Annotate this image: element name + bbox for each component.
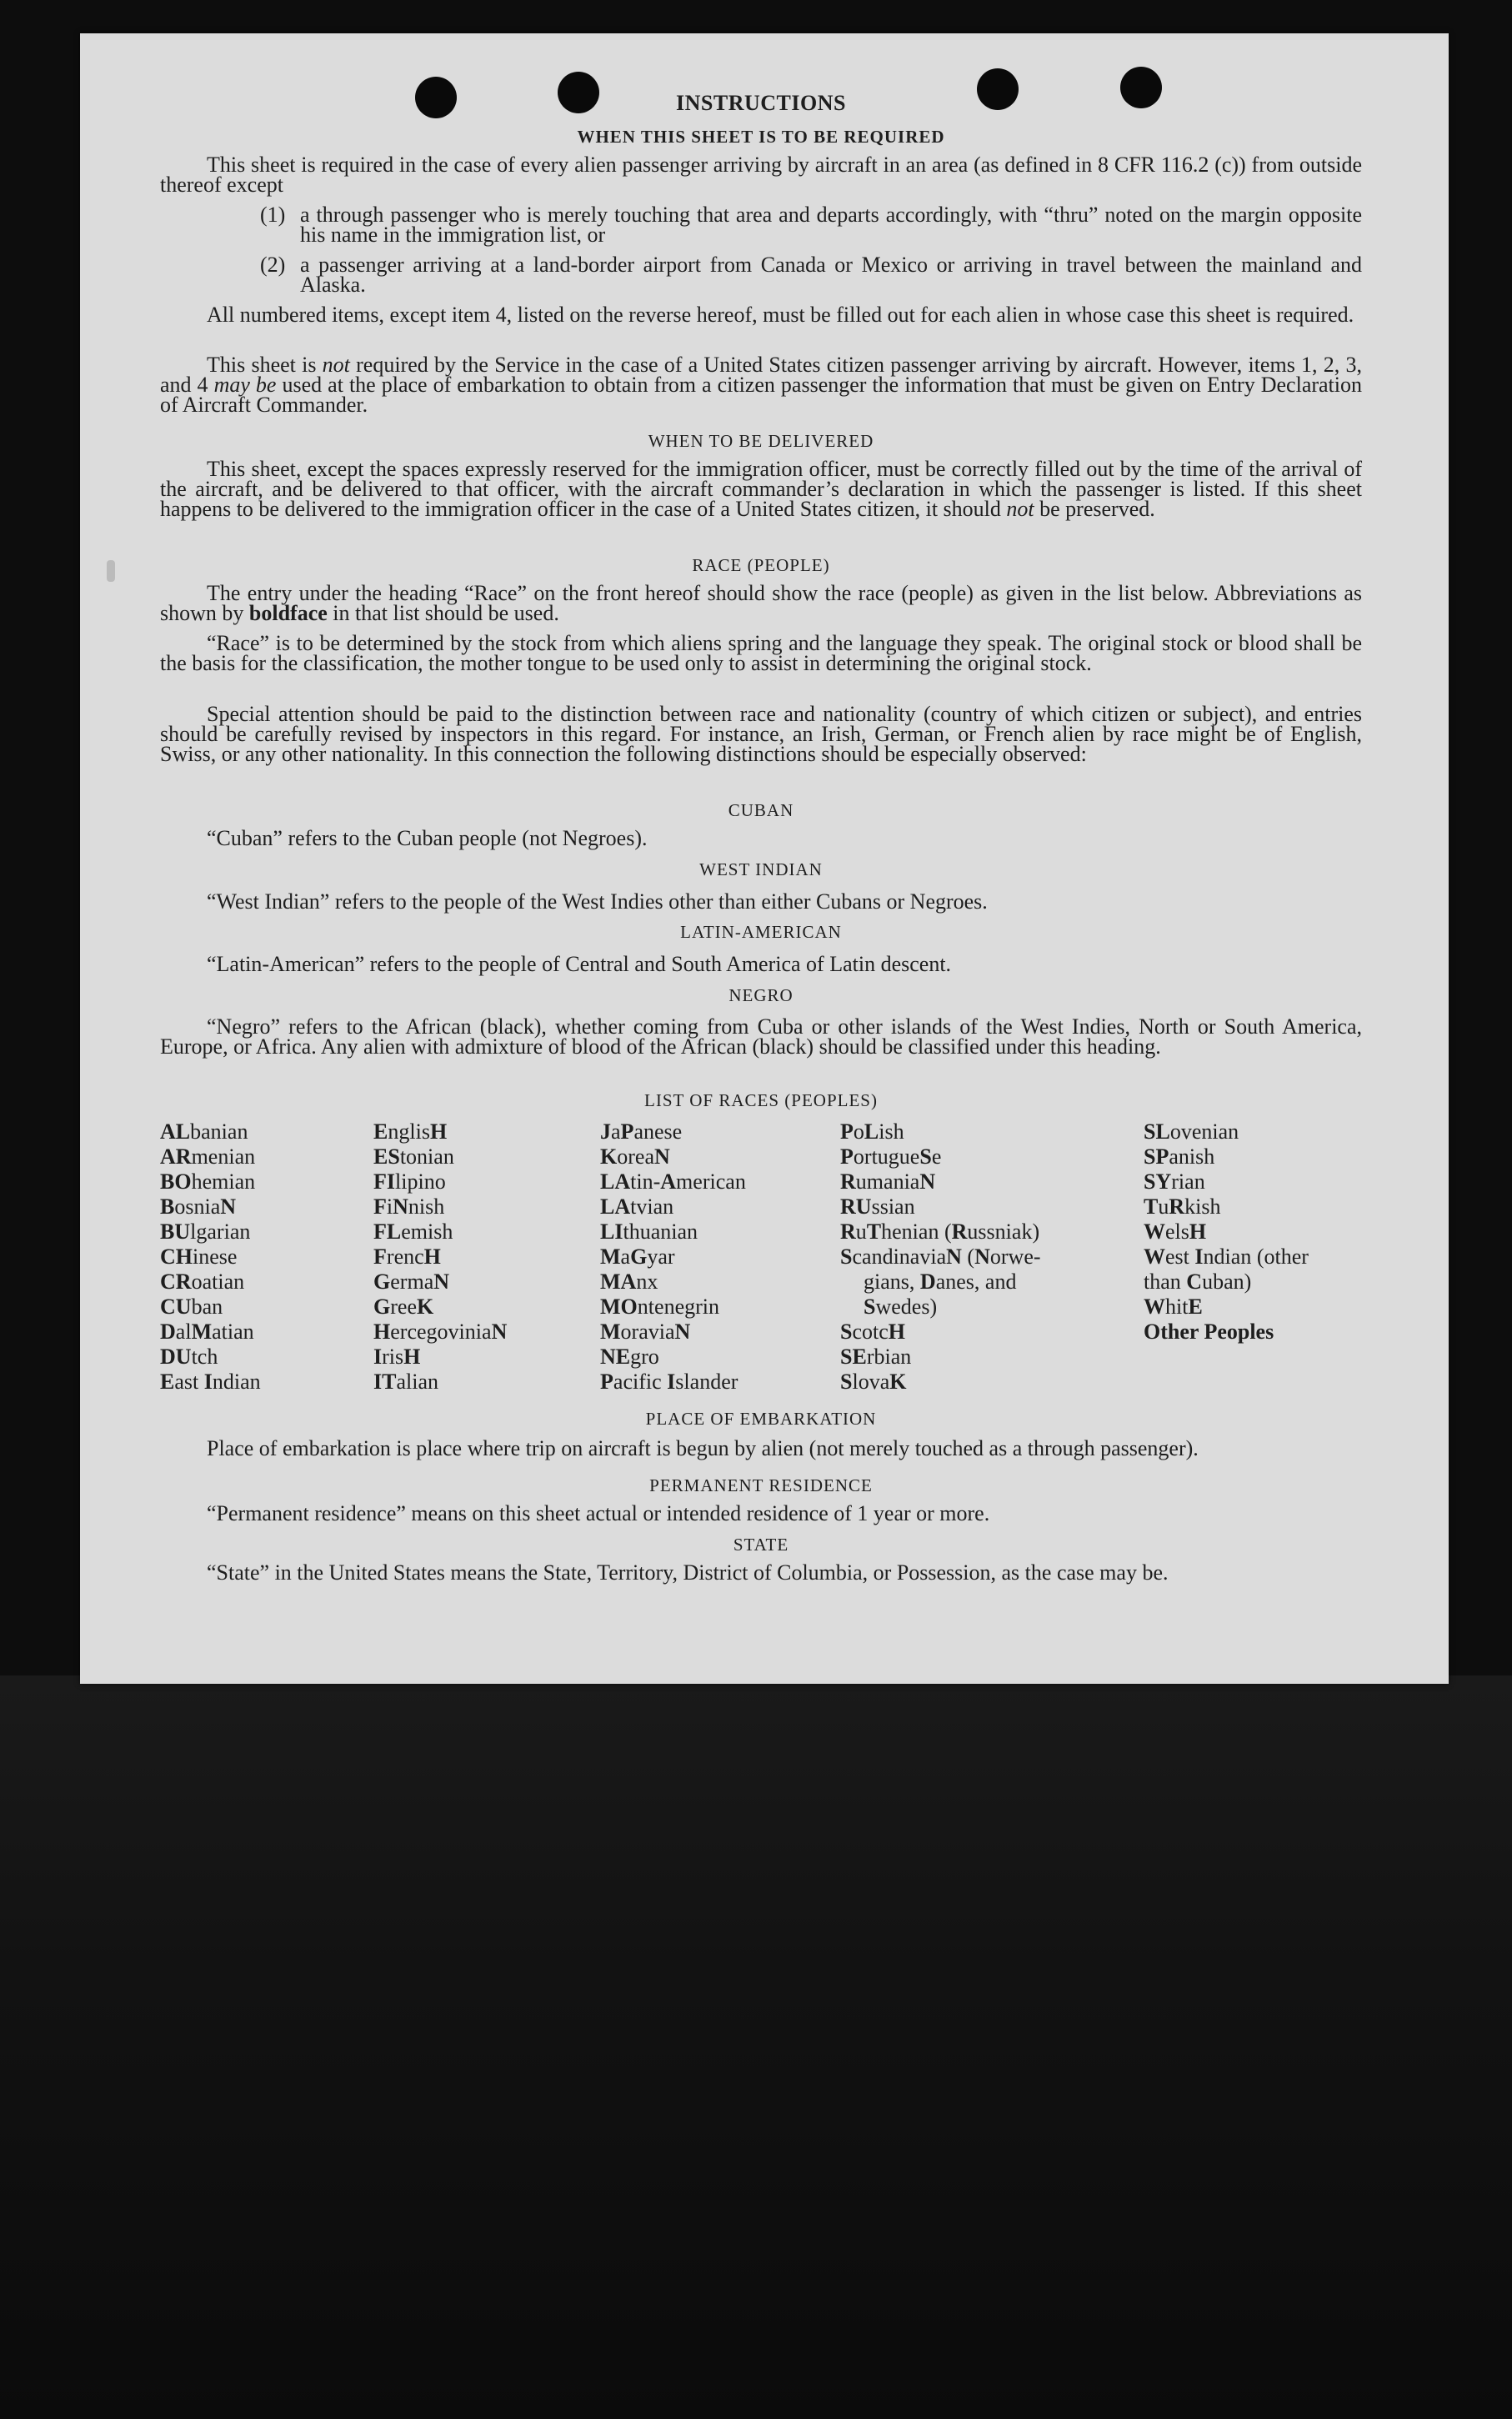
- race-entry: Other Peoples: [1144, 1320, 1274, 1344]
- paragraph-delivered: This sheet, except the spaces expressly reserved for the immigration officer, must be correctly filled out by the time of the arrival of the aircraft, and be delivered to that officer, with the aircraft commander’s declaration in which the passenger is listed. If this sheet happens to be delivered to the immigration officer in the case of a United States citizen, it should not be preserved.: [160, 457, 1362, 521]
- race-entry: LIthuanian: [600, 1220, 698, 1244]
- race-entry: CUban: [160, 1295, 223, 1319]
- text-west-indian: “West Indian” refers to the people of the West Indies other than either Cubans or Negroes.: [207, 889, 988, 914]
- race-entry: NEgro: [600, 1345, 659, 1369]
- heading-when-delivered: WHEN TO BE DELIVERED: [648, 431, 874, 451]
- text-negro: “Negro” refers to the African (black), whether coming from Cuba or other islands of the West Indies, North or South America, Europe, or Africa. Any alien with admixture of blood of the African (black) should be classified under this heading.: [160, 1014, 1362, 1059]
- race-entry: EnglisH: [373, 1119, 448, 1144]
- race-entry: SlovaK: [840, 1370, 907, 1394]
- race-entry: CHinese: [160, 1245, 238, 1269]
- race-entry: FLemish: [373, 1220, 453, 1244]
- item-number: (1): [260, 203, 286, 227]
- paragraph-numbered-items: All numbered items, except item 4, listed on the reverse hereof, must be filled out for each alien in whose case this sheet is required.: [207, 303, 1354, 327]
- race-entry: FrencH: [373, 1245, 441, 1269]
- race-entry: SErbian: [840, 1345, 912, 1369]
- race-entry: GreeK: [373, 1295, 434, 1319]
- margin-mark: [107, 560, 115, 582]
- heading-cuban: CUBAN: [728, 800, 794, 820]
- race-entry: TuRkish: [1144, 1194, 1221, 1219]
- heading-place-of-embarkation: PLACE OF EMBARKATION: [645, 1409, 877, 1429]
- item-text: a passenger arriving at a land-border airport from Canada or Mexico or arriving in travel between the mainland and Alaska.: [300, 253, 1362, 297]
- races-column-4: [840, 1119, 1041, 1395]
- heading-negro: NEGRO: [728, 985, 794, 1005]
- race-entry: ScotcH: [840, 1320, 906, 1344]
- race-entry: PoLish: [840, 1119, 904, 1144]
- heading-race: RACE (PEOPLE): [692, 555, 830, 575]
- race-entry: ARmenian: [160, 1144, 256, 1169]
- text-cuban: “Cuban” refers to the Cuban people (not Negroes).: [207, 826, 648, 850]
- race-entry: ScandinaviaN (Norwe-: [840, 1245, 1041, 1269]
- heading-when-required: WHEN THIS SHEET IS TO BE REQUIRED: [577, 127, 945, 147]
- race-entry: Pacific Islander: [600, 1370, 738, 1394]
- race-entry: MaGyar: [600, 1245, 675, 1269]
- race-entry: JaPanese: [600, 1119, 683, 1144]
- race-entry: DalMatian: [160, 1320, 254, 1344]
- race-entry: EStonian: [373, 1144, 454, 1169]
- race-entry: LAtin-American: [600, 1169, 746, 1194]
- race-entry: IrisH: [373, 1345, 421, 1369]
- race-entry: SYrian: [1144, 1169, 1205, 1194]
- race-entry: MAnx: [600, 1270, 658, 1294]
- race-entry: BUlgarian: [160, 1220, 251, 1244]
- race-entry: ALbanian: [160, 1119, 248, 1144]
- race-entry: RuThenian (Russniak): [840, 1220, 1040, 1244]
- text-embarkation: Place of embarkation is place where trip on aircraft is begun by alien (not merely touched as a through passenger).: [207, 1436, 1199, 1460]
- races-column-1: [160, 1119, 261, 1395]
- race-entry: LAtvian: [600, 1194, 674, 1219]
- race-entry: BOhemian: [160, 1169, 256, 1194]
- paragraph-race-entry: The entry under the heading “Race” on the front hereof should show the race (people) as given in the list below. Abbreviations as shown by boldface in that list should be used.: [160, 581, 1362, 625]
- heading-state: STATE: [733, 1535, 789, 1555]
- document-title: INSTRUCTIONS: [676, 91, 846, 115]
- scan-background: [0, 1675, 1512, 2419]
- races-column-5: [1144, 1119, 1309, 1345]
- race-entry: WelsH: [1144, 1220, 1207, 1244]
- race-entry: SPanish: [1144, 1144, 1215, 1169]
- paragraph-race-stock: “Race” is to be determined by the stock from which aliens spring and the language they speak. The original stock or blood shall be the basis for the classification, the mother tongue to be used only to assist in determining the original stock.: [160, 631, 1362, 675]
- race-entry: PortugueSe: [840, 1144, 942, 1169]
- race-entry: ITalian: [373, 1370, 439, 1394]
- paragraph-citizen: This sheet is not required by the Service in the case of a United States citizen passenger arriving by aircraft. However, items 1, 2, 3, and 4 may be used at the place of embarkation to obtain from a citizen passenger the information that must be given on Entry Declaration of Aircraft Commander.: [160, 353, 1362, 417]
- race-entry: RumaniaN: [840, 1169, 936, 1194]
- race-entry: WhitE: [1144, 1295, 1203, 1319]
- race-entry: SLovenian: [1144, 1119, 1239, 1144]
- race-entry: gians, Danes, and: [864, 1270, 1017, 1294]
- text-latin-american: “Latin-American” refers to the people of Central and South America of Latin descent.: [207, 952, 952, 976]
- text-residence: “Permanent residence” means on this sheet actual or intended residence of 1 year or more.: [207, 1501, 990, 1525]
- race-entry: MOntenegrin: [600, 1295, 720, 1319]
- list-item: [160, 255, 1362, 295]
- paragraph-required: This sheet is required in the case of every alien passenger arriving by aircraft in an area (as defined in 8 CFR 116.2 (c)) from outside thereof except: [160, 153, 1362, 197]
- race-entry: FIlipino: [373, 1169, 446, 1194]
- item-number: (2): [260, 253, 286, 277]
- race-entry: DUtch: [160, 1345, 218, 1369]
- document-page: [80, 33, 1449, 1684]
- text-state: “State” in the United States means the State, Territory, District of Columbia, or Possession, as the case may be.: [207, 1560, 1169, 1585]
- heading-permanent-residence: PERMANENT RESIDENCE: [649, 1475, 873, 1495]
- race-entry: Swedes): [864, 1295, 938, 1319]
- race-entry: RUssian: [840, 1194, 915, 1219]
- race-entry: BosniaN: [160, 1194, 237, 1219]
- race-entry: West Indian (other: [1144, 1245, 1309, 1269]
- race-entry: FiNnish: [373, 1194, 445, 1219]
- race-entry: than Cuban): [1144, 1270, 1252, 1294]
- races-column-3: [600, 1119, 746, 1395]
- race-entry: GermaN: [373, 1270, 450, 1294]
- race-entry: KoreaN: [600, 1144, 670, 1169]
- paragraph-race-nationality: Special attention should be paid to the distinction between race and nationality (country of which citizen or subject), and entries should be carefully revised by inspectors in this regard. For instance, an Irish, German, or French alien by race might be of English, Swiss, or any other nationality. In this connection the following distinctions should be especially observed:: [160, 702, 1362, 766]
- list-item: [160, 205, 1362, 245]
- race-entry: HercegoviniaN: [373, 1320, 508, 1344]
- heading-list-of-races: LIST OF RACES (PEOPLES): [644, 1090, 878, 1110]
- races-column-2: [373, 1119, 507, 1395]
- heading-west-indian: WEST INDIAN: [699, 859, 823, 879]
- heading-latin-american: LATIN-AMERICAN: [680, 922, 842, 942]
- race-entry: East Indian: [160, 1370, 261, 1394]
- item-text: a through passenger who is merely touching that area and departs accordingly, with “thru” noted on the margin opposite his name in the immigration list, or: [300, 203, 1362, 247]
- race-entry: CRoatian: [160, 1270, 245, 1294]
- race-entry: MoraviaN: [600, 1320, 691, 1344]
